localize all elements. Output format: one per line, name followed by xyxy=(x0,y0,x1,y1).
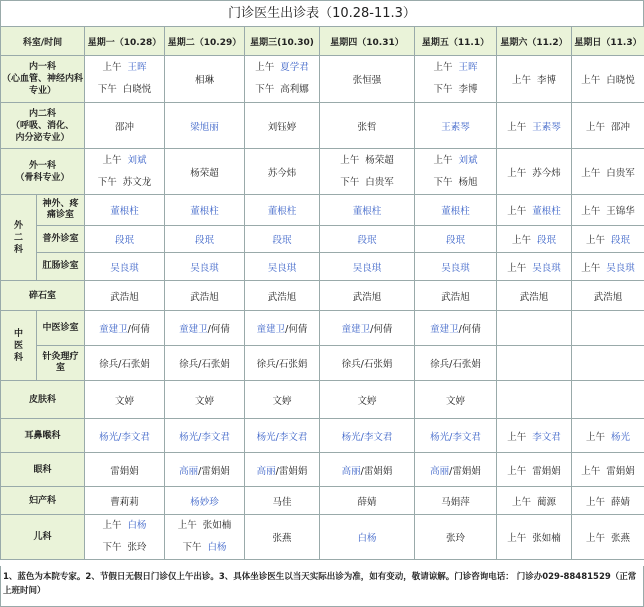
schedule-cell: 武浩旭 xyxy=(572,281,644,311)
schedule-cell: 雷娟娟 xyxy=(85,453,165,487)
dept-name: 内一科 xyxy=(29,62,57,72)
session-label: 上午 xyxy=(585,496,605,508)
header-dept: 科室/时间 xyxy=(1,27,85,56)
session-label: 下午 xyxy=(340,176,360,188)
sub-dept-name: 室 xyxy=(56,363,66,373)
doctor-name: 吴良琪 xyxy=(532,262,561,274)
schedule-cell: 薛婧 xyxy=(320,487,415,515)
session-label: 下午 xyxy=(97,84,117,95)
doctor-name: 徐兵 xyxy=(256,359,276,370)
schedule-cell: 武浩旭 xyxy=(320,281,415,311)
dept-cell xyxy=(1,56,85,103)
dept-cell: 耳鼻喉科 xyxy=(1,419,85,453)
dept-cell: 儿科 xyxy=(1,515,85,560)
doctor-name: 白贵军 xyxy=(606,167,635,179)
session-label: 上午 xyxy=(433,62,453,73)
doctor-name: 夏学君 xyxy=(280,62,309,73)
schedule-cell: 文婷 xyxy=(415,381,497,419)
header-day: 星期六（11.2） xyxy=(497,27,572,56)
schedule-cell xyxy=(572,149,644,195)
session-label: 上午 xyxy=(585,533,605,544)
dept-cell: 眼科 xyxy=(1,453,85,487)
doctor-name: 刘斌 xyxy=(458,154,478,166)
schedule-cell: 刘钰婷 xyxy=(245,103,320,149)
header-day: 星期日（11.3） xyxy=(572,27,644,56)
schedule-cell xyxy=(245,311,320,346)
session-label: 下午 xyxy=(97,176,117,188)
session-label: 上午 xyxy=(507,431,527,443)
session-label: 上午 xyxy=(581,75,601,86)
dept-name-char: 医 xyxy=(13,340,23,351)
session-label: 下午 xyxy=(182,542,202,553)
row-waike1 xyxy=(1,149,644,195)
schedule-cell: 吴良琪 xyxy=(415,253,497,281)
schedule-cell: 武浩旭 xyxy=(85,281,165,311)
schedule-cell: 杨光/李文君 xyxy=(415,419,497,453)
doctor-name: 童建卫 xyxy=(430,324,459,335)
schedule-cell xyxy=(497,226,572,253)
sub-dept-cell: 中医诊室 xyxy=(37,311,85,346)
doctor-name: /雷娟娟 xyxy=(449,465,481,477)
schedule-cell xyxy=(572,195,644,226)
schedule-cell: 白杨 xyxy=(320,515,415,560)
schedule-cell: 曹莉莉 xyxy=(85,487,165,515)
doctor-name: 高丽 xyxy=(430,465,450,477)
dept-name-char: 中 xyxy=(13,328,23,339)
session-label: 上午 xyxy=(511,75,531,86)
schedule-cell-empty xyxy=(572,346,644,381)
schedule-cell xyxy=(85,311,165,346)
schedule-cell-empty xyxy=(497,381,572,419)
schedule-cell: 王素琴 xyxy=(415,103,497,149)
schedule-cell xyxy=(320,346,415,381)
schedule-cell: 文婷 xyxy=(245,381,320,419)
schedule-cell: 杨光/李文君 xyxy=(85,419,165,453)
schedule-cell xyxy=(572,487,644,515)
schedule-cell: 张玲 xyxy=(415,515,497,560)
doctor-name: 杨光 xyxy=(611,431,631,443)
sub-dept-cell xyxy=(37,195,85,226)
doctor-name: 高丽 xyxy=(179,465,199,477)
doctor-name: 王晖 xyxy=(127,62,147,73)
schedule-cell: 吴良琪 xyxy=(165,253,245,281)
schedule-cell-empty xyxy=(572,311,644,346)
schedule-cell xyxy=(245,56,320,103)
schedule-cell: 杨光/李文君 xyxy=(165,419,245,453)
schedule-cell xyxy=(572,419,644,453)
schedule-cell: 段珉 xyxy=(415,226,497,253)
schedule-cell: 武浩旭 xyxy=(165,281,245,311)
row-pifu xyxy=(1,381,644,419)
schedule-cell: 邵冲 xyxy=(85,103,165,149)
schedule-cell: 段珉 xyxy=(165,226,245,253)
doctor-name: /何倩 xyxy=(285,324,308,335)
doctor-name: 白晓悦 xyxy=(606,75,635,86)
session-label: 上午 xyxy=(102,62,122,73)
doctor-name: 高丽 xyxy=(341,465,361,477)
schedule-cell: 杨光/李文君 xyxy=(320,419,415,453)
schedule-cell xyxy=(572,253,644,281)
schedule-cell: 董根柱 xyxy=(245,195,320,226)
dept-cell: 妇产科 xyxy=(1,487,85,515)
doctor-name: /何倩 xyxy=(458,324,481,335)
doctor-name: 徐兵 xyxy=(99,359,119,370)
schedule-cell: 董根柱 xyxy=(165,195,245,226)
row-zhongyi-clinic xyxy=(1,311,644,346)
header-day: 星期一（10.28） xyxy=(85,27,165,56)
session-label: 上午 xyxy=(433,154,453,166)
schedule-cell xyxy=(85,346,165,381)
doctor-name: 李博 xyxy=(458,84,478,95)
doctor-name: /石张娟 xyxy=(198,359,230,370)
schedule-cell: 张恒强 xyxy=(320,56,415,103)
schedule-cell-empty xyxy=(497,311,572,346)
doctor-name: 童建卫 xyxy=(179,324,208,335)
session-label: 下午 xyxy=(433,84,453,95)
schedule-cell: 吴良琪 xyxy=(85,253,165,281)
doctor-name: 邵冲 xyxy=(611,121,631,133)
schedule-cell xyxy=(572,515,644,560)
schedule-cell xyxy=(320,149,415,195)
row-neike2 xyxy=(1,103,644,149)
page-title: 门诊医生出诊表（10.28-11.3） xyxy=(0,0,644,26)
session-label: 上午 xyxy=(255,62,275,73)
schedule-cell xyxy=(572,453,644,487)
session-label: 上午 xyxy=(507,465,527,477)
sub-dept-name: 针灸理疗 xyxy=(42,352,79,362)
session-label: 上午 xyxy=(511,496,531,508)
session-label: 上午 xyxy=(507,533,527,544)
schedule-cell: 梁旭丽 xyxy=(165,103,245,149)
doctor-name: 王晖 xyxy=(458,62,478,73)
doctor-name: /雷娟娟 xyxy=(198,465,230,477)
sub-dept-name: 神外、疼 xyxy=(42,199,79,209)
schedule-cell: 文婷 xyxy=(320,381,415,419)
session-label: 上午 xyxy=(507,167,527,179)
doctor-name: /石张娟 xyxy=(275,359,308,370)
schedule-cell xyxy=(165,515,245,560)
session-label: 上午 xyxy=(585,235,605,246)
doctor-name: /石张娟 xyxy=(360,359,393,370)
doctor-name: /石张娟 xyxy=(449,359,481,370)
header-day: 星期二（10.29） xyxy=(165,27,245,56)
session-label: 上午 xyxy=(581,262,601,274)
schedule-cell xyxy=(415,311,497,346)
schedule-cell xyxy=(497,149,572,195)
doctor-name: 苏今炜 xyxy=(532,167,561,179)
row-yanke xyxy=(1,453,644,487)
doctor-name: /雷娟娟 xyxy=(275,465,308,477)
dept-name-char: 二 xyxy=(13,232,23,243)
dept-cell: 碎石室 xyxy=(1,281,85,311)
session-label: 上午 xyxy=(507,121,527,133)
doctor-name: 张如楠 xyxy=(202,520,232,531)
schedule-cell: 武浩旭 xyxy=(497,281,572,311)
dept-cell xyxy=(1,103,85,149)
schedule-cell: 董根柱 xyxy=(85,195,165,226)
schedule-cell: 董根柱 xyxy=(415,195,497,226)
row-erke xyxy=(1,515,644,560)
session-label: 上午 xyxy=(585,431,605,443)
doctor-name: 白晓悦 xyxy=(122,84,152,95)
doctor-name: 李博 xyxy=(537,75,557,86)
dept-name: 外一科 xyxy=(29,160,57,171)
header-day: 星期五（11.1） xyxy=(415,27,497,56)
header-day: 星期三(10.30) xyxy=(245,27,320,56)
schedule-cell xyxy=(245,453,320,487)
doctor-name: 雷娟娟 xyxy=(532,465,561,477)
schedule-cell xyxy=(320,311,415,346)
row-zhongyi-acupuncture xyxy=(1,346,644,381)
schedule-cell: 武浩旭 xyxy=(415,281,497,311)
schedule-cell xyxy=(497,487,572,515)
schedule-cell: 张燕 xyxy=(245,515,320,560)
schedule-cell: 董根柱 xyxy=(320,195,415,226)
dept-name-char: 科 xyxy=(13,352,23,363)
schedule-cell xyxy=(415,56,497,103)
schedule-cell: 马娟萍 xyxy=(415,487,497,515)
doctor-name: 张玲 xyxy=(127,542,147,553)
schedule-cell xyxy=(497,515,572,560)
doctor-name: 吴良琪 xyxy=(606,262,635,274)
schedule-cell xyxy=(165,453,245,487)
schedule-cell xyxy=(497,56,572,103)
row-waike2-gangchang xyxy=(1,253,644,281)
schedule-cell: 吴良琪 xyxy=(320,253,415,281)
schedule-cell-empty xyxy=(497,346,572,381)
doctor-name: 王锦华 xyxy=(606,206,635,217)
row-suishi xyxy=(1,281,644,311)
doctor-name: 杨荣超 xyxy=(365,154,394,166)
schedule-cell xyxy=(415,149,497,195)
sub-dept-cell xyxy=(37,346,85,381)
schedule-cell xyxy=(415,346,497,381)
doctor-name: 薛婧 xyxy=(611,496,631,508)
schedule-cell xyxy=(415,453,497,487)
doctor-name: 白杨 xyxy=(127,520,147,531)
row-waike2-puwai xyxy=(1,226,644,253)
schedule-cell: 张哲 xyxy=(320,103,415,149)
schedule-cell xyxy=(245,346,320,381)
doctor-name: 李文君 xyxy=(532,431,561,443)
doctor-name: 杨旭 xyxy=(458,176,478,188)
dept-specialty: （呼吸、消化、 xyxy=(11,120,75,131)
dept-cell xyxy=(1,311,37,381)
doctor-name: 王素琴 xyxy=(532,121,561,133)
schedule-cell xyxy=(85,515,165,560)
row-waike2-shenwai xyxy=(1,195,644,226)
session-label: 下午 xyxy=(433,176,453,188)
doctor-name: 童建卫 xyxy=(256,324,286,335)
doctor-name: 徐兵 xyxy=(179,359,199,370)
doctor-name: 高丽 xyxy=(256,465,276,477)
schedule-cell xyxy=(165,346,245,381)
sub-dept-cell: 普外诊室 xyxy=(37,226,85,253)
schedule-cell: 杨妙珍 xyxy=(165,487,245,515)
header-day: 星期四（10.31） xyxy=(320,27,415,56)
sub-dept-name: 痛诊室 xyxy=(47,210,75,220)
row-neike1 xyxy=(1,56,644,103)
header-row xyxy=(1,27,644,56)
schedule-cell xyxy=(85,149,165,195)
schedule-cell: 文婷 xyxy=(85,381,165,419)
session-label: 上午 xyxy=(102,154,122,166)
dept-cell: 皮肤科 xyxy=(1,381,85,419)
session-label: 下午 xyxy=(102,542,122,553)
session-label: 上午 xyxy=(177,520,197,531)
sub-dept-cell: 肛肠诊室 xyxy=(37,253,85,281)
session-label: 上午 xyxy=(585,121,605,133)
doctor-name: 董根柱 xyxy=(532,206,561,217)
schedule-table xyxy=(0,26,644,560)
schedule-cell xyxy=(497,453,572,487)
doctor-name: 徐兵 xyxy=(341,359,361,370)
doctor-name: 刘斌 xyxy=(127,154,147,166)
dept-specialty: （心血管、神经内科专业） xyxy=(2,74,84,96)
schedule-cell xyxy=(165,311,245,346)
dept-cell xyxy=(1,149,85,195)
doctor-name: 童建卫 xyxy=(341,324,371,335)
schedule-cell xyxy=(572,56,644,103)
doctor-name: 白贵军 xyxy=(365,176,394,188)
doctor-name: /何倩 xyxy=(127,324,150,335)
schedule-cell xyxy=(572,226,644,253)
row-erbi xyxy=(1,419,644,453)
schedule-cell xyxy=(85,56,165,103)
session-label: 上午 xyxy=(507,262,527,274)
doctor-name: 张燕 xyxy=(611,533,631,544)
schedule-cell: 马佳 xyxy=(245,487,320,515)
doctor-name: 段珉 xyxy=(537,235,557,246)
schedule-cell xyxy=(320,453,415,487)
footer-note: 1、蓝色为本院专家。2、节假日无假日门诊仅上午出诊。3、具体坐诊医生以当天实际出诊为准，如有变动，敬请谅解。门诊咨询电话： 门诊办029-88481529（正常上班时间） xyxy=(0,566,644,607)
schedule-cell: 杨光/李文君 xyxy=(245,419,320,453)
schedule-cell: 苏今炜 xyxy=(245,149,320,195)
doctor-name: 徐兵 xyxy=(430,359,450,370)
session-label: 上午 xyxy=(581,465,601,477)
doctor-name: 白杨 xyxy=(207,542,227,553)
schedule-cell xyxy=(497,419,572,453)
doctor-name: 雷娟娟 xyxy=(606,465,635,477)
doctor-name: /雷娟娟 xyxy=(360,465,393,477)
doctor-name: 高利娜 xyxy=(280,84,309,95)
schedule-cell: 段珉 xyxy=(245,226,320,253)
session-label: 上午 xyxy=(102,520,122,531)
doctor-name: /石张娟 xyxy=(118,359,150,370)
doctor-name: 段珉 xyxy=(611,235,631,246)
session-label: 上午 xyxy=(507,206,527,217)
schedule-cell: 相琳 xyxy=(165,56,245,103)
dept-specialty: （骨科专业） xyxy=(15,172,70,183)
row-fuchan xyxy=(1,487,644,515)
session-label: 上午 xyxy=(581,206,601,217)
schedule-cell: 吴良琪 xyxy=(245,253,320,281)
doctor-name: 蔺源 xyxy=(537,496,557,508)
schedule-cell xyxy=(572,103,644,149)
doctor-name: /何倩 xyxy=(207,324,230,335)
session-label: 上午 xyxy=(511,235,531,246)
dept-cell xyxy=(1,195,37,281)
session-label: 上午 xyxy=(340,154,360,166)
dept-name-char: 外 xyxy=(13,220,23,231)
dept-name: 内二科 xyxy=(29,108,57,119)
doctor-name: 苏文龙 xyxy=(122,176,152,188)
schedule-cell: 杨荣超 xyxy=(165,149,245,195)
dept-specialty: 内分泌专业） xyxy=(15,132,70,143)
session-label: 下午 xyxy=(255,84,275,95)
schedule-cell: 文婷 xyxy=(165,381,245,419)
schedule-cell xyxy=(497,195,572,226)
doctor-name: 张如楠 xyxy=(532,533,561,544)
schedule-cell-empty xyxy=(572,381,644,419)
dept-name-char: 科 xyxy=(13,244,23,255)
schedule-cell: 段珉 xyxy=(320,226,415,253)
schedule-cell xyxy=(497,103,572,149)
doctor-name: 童建卫 xyxy=(99,324,128,335)
schedule-cell xyxy=(497,253,572,281)
session-label: 上午 xyxy=(581,167,601,179)
doctor-name: /何倩 xyxy=(370,324,393,335)
schedule-cell: 武浩旭 xyxy=(245,281,320,311)
schedule-cell: 段珉 xyxy=(85,226,165,253)
